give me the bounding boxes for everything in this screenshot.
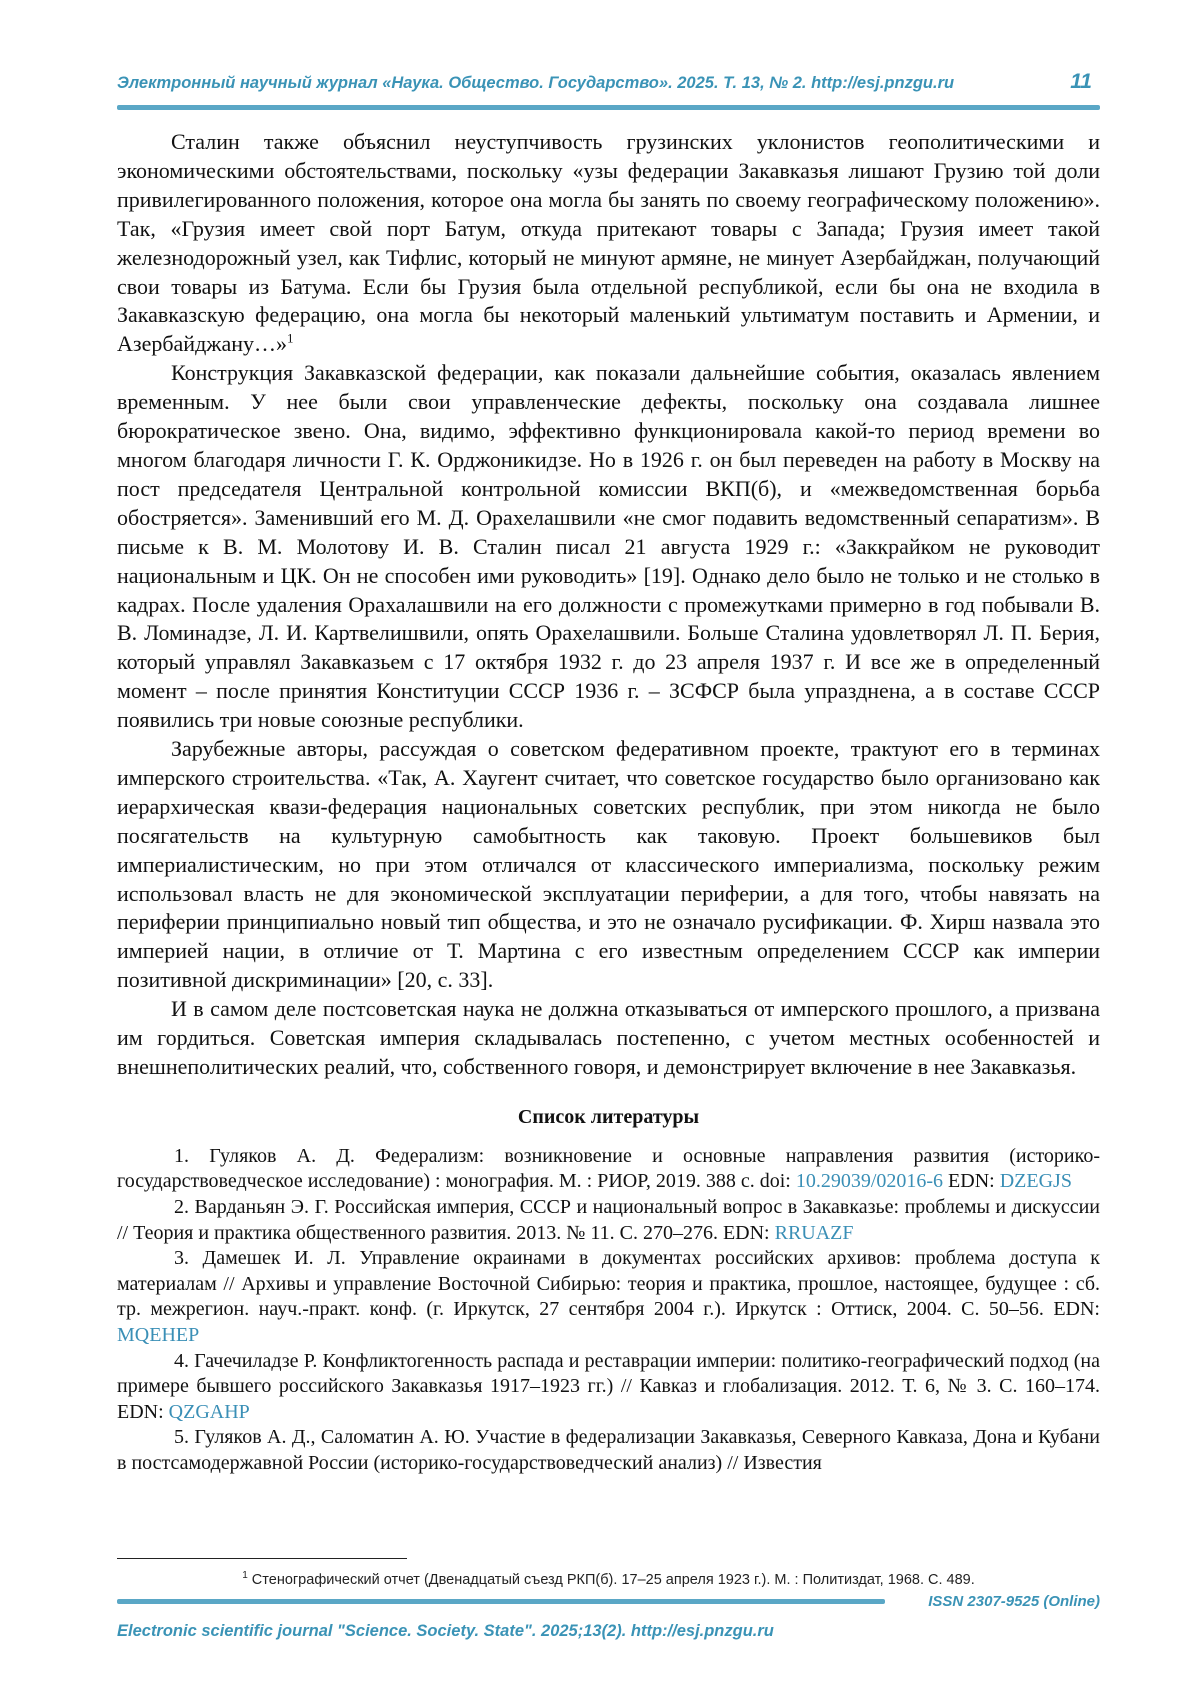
footnote-ref-1[interactable]: 1: [287, 331, 294, 347]
reference-4-text: 4. Гачечиладзе Р. Конфликтогенность распада и реставрации империи: политико-географический подход (на примере бывшего российского Закавказья 1917–1923 гг.) // Кавказ и глобализация. 2012. Т. 6, № 3. С. 160–174. EDN:: [117, 1349, 1100, 1423]
reference-2-text: 2. Варданьян Э. Г. Российская империя, СССР и национальный вопрос в Закавказье: проблемы и дискуссии // Теория и практика общественного развития. 2013. № 11. С. 270–276. EDN:: [117, 1196, 1100, 1244]
edn-link[interactable]: MQEHEP: [117, 1323, 200, 1346]
reference-item: [117, 1349, 1100, 1426]
footnote: [117, 1572, 1100, 1588]
references-heading: Список литературы: [517, 1105, 700, 1128]
doi-link[interactable]: 10.29039/02016-6: [795, 1170, 944, 1193]
header-journal-title: Электронный научный журнал «Наука. Общество. Государство». 2025. Т. 13, № 2. http://esj.pnzgu.ru: [117, 74, 955, 92]
reference-3-text: 3. Дамешек И. Л. Управление окраинами в документах российских архивов: проблема доступа к материалам // Архивы и управление Восточной Сибирью: теория и практика, прошлое, настоящее, будущее : сб. тр. межрегион. науч.-практ. конф. (г. Иркутск, 27 сентября 2004 г.). Иркутск : Оттиск, 2004. С. 50–56. EDN:: [117, 1247, 1100, 1321]
edn-link[interactable]: RRUAZF: [774, 1221, 854, 1244]
reference-item: [117, 1246, 1100, 1348]
reference-item: [117, 1144, 1100, 1195]
paragraph-1: [117, 128, 1100, 359]
header-rule: [117, 105, 1100, 110]
running-header: [117, 70, 1100, 96]
reference-item: [117, 1195, 1100, 1246]
reference-item: [117, 1425, 1100, 1476]
main-text: [117, 128, 1100, 1477]
footnote-number: 1: [242, 1570, 248, 1582]
edn-link[interactable]: QZGAHP: [168, 1400, 250, 1423]
reference-5-text: 5. Гуляков А. Д., Саломатин А. Ю. Участие в федерализации Закавказья, Северного Кавказа, Дона и Кубани в постсамодержавной России (историко-государствоведческий анализ) // Известия: [117, 1426, 1100, 1474]
footnote-divider: [117, 1558, 407, 1559]
paragraph-1-text: Сталин также объяснил неуступчивость грузинских уклонистов геополитическими и экономическими обстоятельствами, поскольку «узы федерации Закавказья лишают Грузию той доли привилегированного положения, которое она могла бы занять по своему географическому положению». Так, «Грузия имеет свой порт Батум, откуда притекают товары с Запада; Грузия имеет такой железнодорожный узел, как Тифлис, который не минуют армяне, не минует Азербайджан, получающий свои товары из Батума. Если бы Грузия была отдельной республикой, если бы она не входила в Закавказскую федерацию, она могла бы некоторый маленький ультиматум поставить и Армении, и Азербайджану…»: [117, 129, 1100, 357]
footer-journal-title: Electronic scientific journal "Science. Society. State". 2025;13(2). http://esj.pnzgu.ru: [117, 1622, 774, 1640]
reference-1-text: 1. Гуляков А. Д. Федерализм: возникновение и основные направления развития (историко-государствоведческое исследование) : монография. М. : РИОР, 2019. 388 с. doi:: [117, 1144, 1100, 1193]
references-list: [117, 1144, 1100, 1477]
paragraph-3: Зарубежные авторы, рассуждая о советском федеративном проекте, трактуют его в терминах имперского строительства. «Так, А. Хаугент считает, что советское государство было организовано как иерархическая квази-федерация национальных советских республик, при этом никогда не было посягательств на культурную самобытность как таковую. Проект большевиков был империалистическим, но при этом отличался от классического империализма, поскольку режим использовал власть не для экономической эксплуатации периферии, а для того, чтобы навязать на периферии принципиально новый тип общества, и это не означало русификации. Ф. Хирш назвала это империей нации, в отличие от Т. Мартина с его известным определением СССР как империи позитивной дискриминации» [20, с. 33].: [117, 736, 1100, 993]
paragraph-2: Конструкция Закавказской федерации, как показали дальнейшие события, оказалась явлением временным. У нее были свои управленческие дефекты, поскольку она создавала лишнее бюрократическое звено. Она, видимо, эффективно функционировала какой-то период времени во многом благодаря личности Г. К. Орджоникидзе. Но в 1926 г. он был переведен на работу в Москву на пост председателя Центральной контрольной комиссии ВКП(б), и «межведомственная борьба обостряется». Заменивший его М. Д. Орахелашвили «не смог подавить ведомственный сепаратизм». В письме к В. М. Молотову И. В. Сталин писал 21 августа 1929 г.: «Заккрайком не руководит национальным и ЦК. Он не способен ими руководить» [19]. Однако дело было не только и не столько в кадрах. После удаления Орахалашвили на его должности с промежутками примерно в год побывали В. В. Ломинадзе, Л. И. Картвелишвили, опять Орахелашвили. Больше Сталина удовлетворял Л. П. Берия, который управлял Закавказьем с 17 октября 1932 г. до 23 апреля 1937 г. И все же в определенный момент – после принятия Конституции СССР 1936 г. – ЗСФСР была упразднена, а в составе СССР появились три новые союзные республики.: [117, 360, 1100, 733]
issn: ISSN 2307-9525 (Online): [928, 1593, 1100, 1610]
footer-rule: [117, 1599, 885, 1604]
edn-link[interactable]: DZEGJS: [999, 1170, 1072, 1193]
edn-label: EDN:: [943, 1170, 1000, 1193]
page-number: 11: [1070, 70, 1092, 93]
footnote-text: Стенографический отчет (Двенадцатый съезд РКП(б). 17–25 апреля 1923 г.). М. : Политиздат, 1968. С. 489.: [247, 1572, 975, 1588]
paragraph-4: И в самом деле постсоветская наука не должна отказываться от имперского прошлого, а призвана им гордиться. Советская империя складывалась постепенно, с учетом местных особенностей и внешнеполитических реалий, что, собственного говоря, и демонстрирует включение в нее Закавказья.: [117, 996, 1100, 1079]
